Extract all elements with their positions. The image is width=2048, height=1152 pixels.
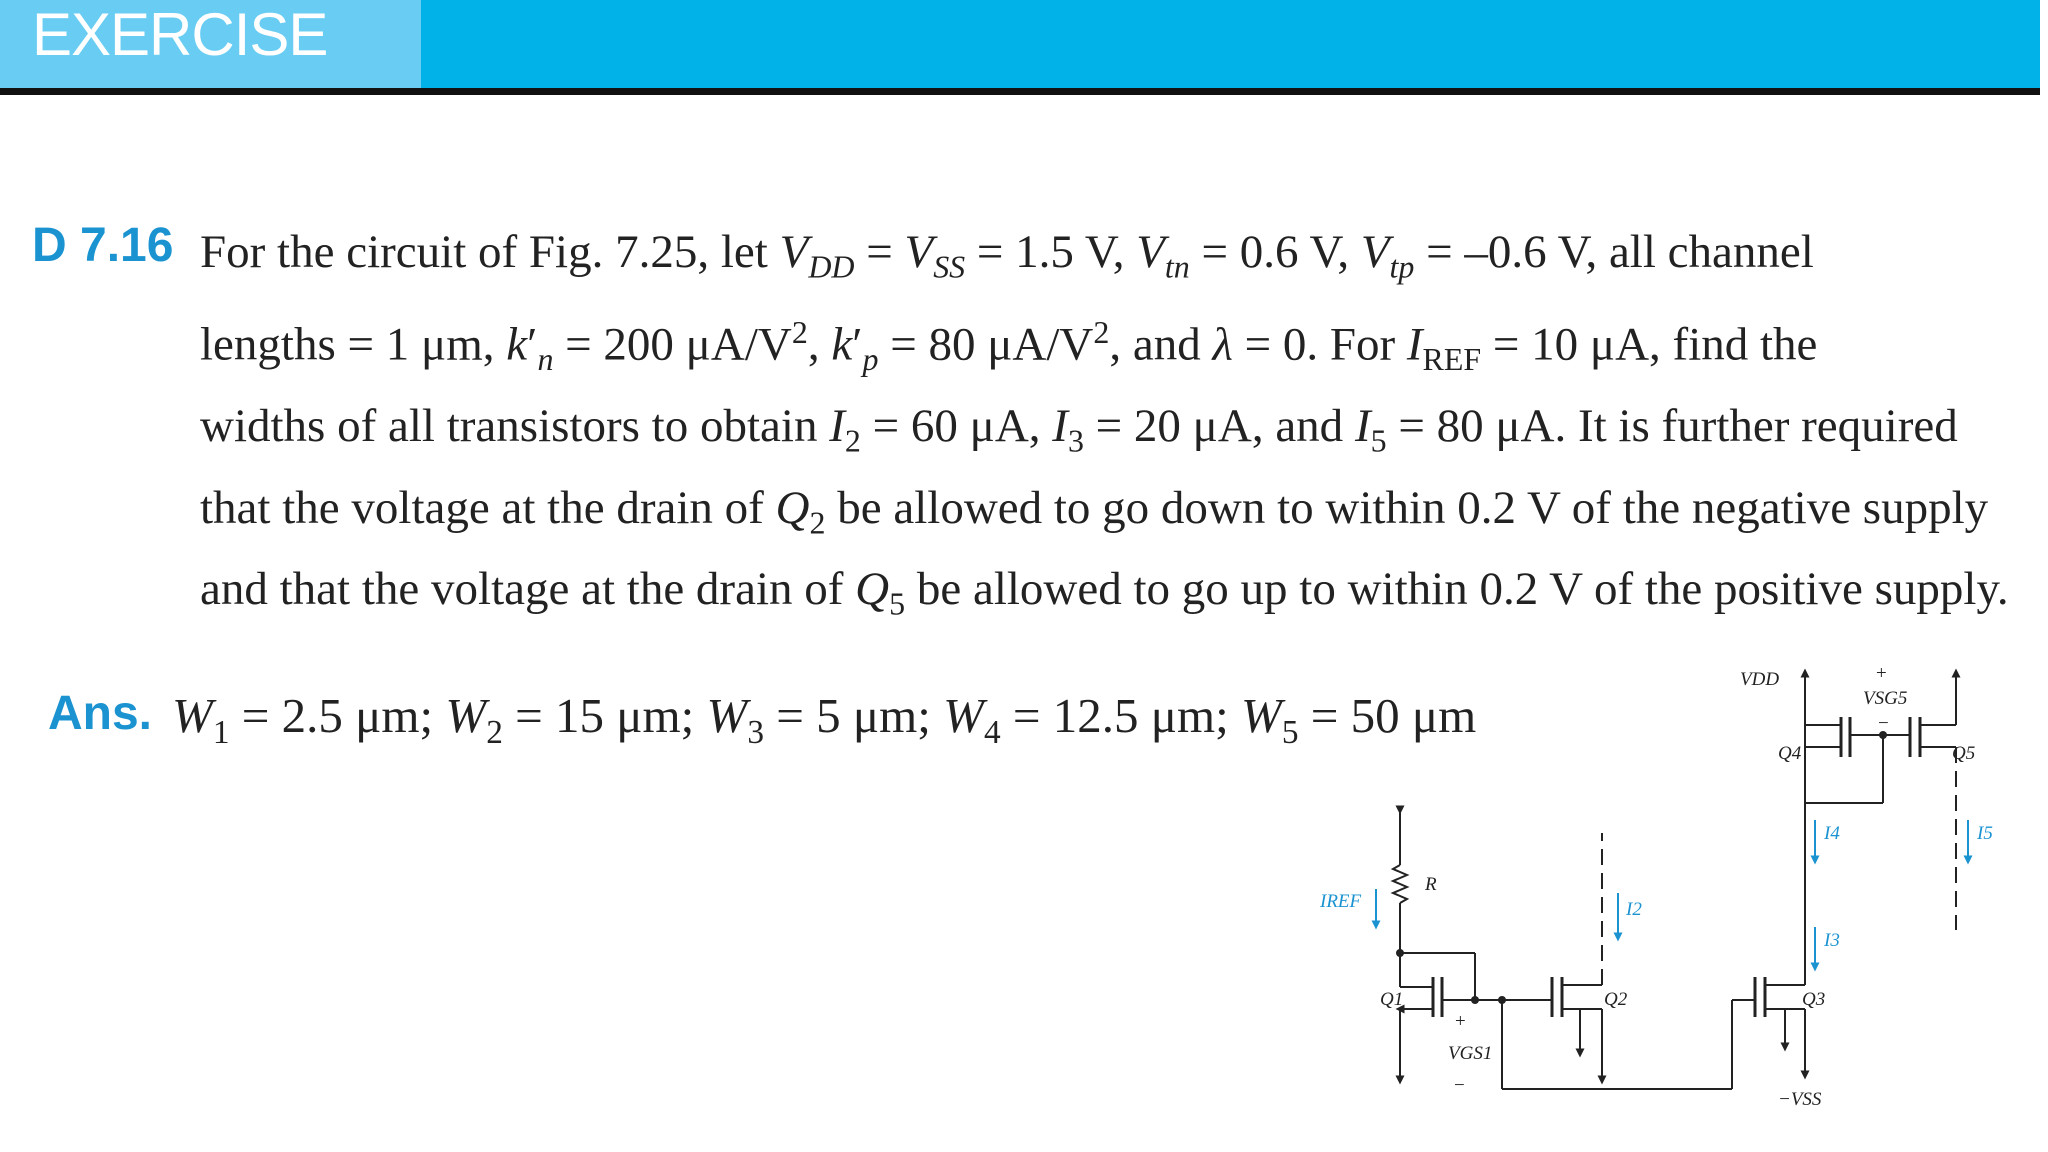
vsg5-plus: +	[1876, 663, 1887, 684]
problem-line-2: lengths = 1 μm, $k'_n = 200$ $\mu A/V^2$, $k'_p = 80$ $\mu A/V^2$, and λ = 0. For $I_{REF} = 10$ μA, find the	[200, 315, 1818, 378]
problem-line-1: For the circuit of Fig. 7.25, let $V_{DD} = V_{SS} = 1.5$ V, $V_{tn} = 0.6$ V, $V_{tp} = -0.6$ V, all channel	[200, 226, 1814, 285]
node-dot	[1498, 996, 1506, 1004]
q2-label: Q2	[1604, 989, 1628, 1010]
vgs1-plus: +	[1455, 1011, 1466, 1032]
vdd-label: VDD	[1740, 669, 1780, 690]
q4-label: Q4	[1778, 743, 1802, 764]
q5-label: Q5	[1952, 743, 1976, 764]
vsg5-label: VSG5	[1863, 688, 1908, 709]
problem-line-5: and that the voltage at the drain of $Q_5$ be allowed to go up to within 0.2 V of the positive supply.	[200, 563, 2009, 622]
header-title: EXERCISE	[32, 1, 328, 68]
resistor-r	[1393, 865, 1407, 903]
i3-label: I3	[1824, 930, 1840, 951]
vss-label: −VSS	[1778, 1089, 1822, 1110]
circuit-diagram	[1300, 655, 2020, 1135]
i2-label: I2	[1626, 899, 1642, 920]
problem-line-3: widths of all transistors to obtain $I_2 = 60$ μA, $I_3 = 20$ μA, and $I_5 = 80$ μA. It is further required	[200, 400, 1958, 459]
q3-label: Q3	[1802, 989, 1826, 1010]
node-dot	[1396, 949, 1404, 957]
node-dot	[1471, 996, 1479, 1004]
i5-label: I5	[1977, 823, 1993, 844]
iref-label: IREF	[1320, 891, 1362, 912]
i4-label: I4	[1824, 823, 1840, 844]
r-label: R	[1425, 874, 1437, 895]
answer-label: Ans.	[48, 687, 153, 740]
vgs1-minus: −	[1454, 1075, 1465, 1096]
vgs1-label: VGS1	[1448, 1043, 1493, 1064]
exercise-number: D 7.16	[32, 219, 174, 272]
vsg5-minus: −	[1878, 713, 1889, 734]
header-rule	[0, 88, 2040, 95]
answer-text: $W_1 = 2.5$ μm; $W_2 = 15$ μm; $W_3 = 5$ μm; $W_4 = 12.5$ μm; $W_5 = 50$ μm	[172, 688, 1477, 751]
q1-label: Q1	[1380, 989, 1404, 1010]
problem-statement	[200, 219, 2010, 638]
problem-line-4: that the voltage at the drain of $Q_2$ be allowed to go down to within 0.2 V of the negative supply	[200, 481, 1989, 541]
